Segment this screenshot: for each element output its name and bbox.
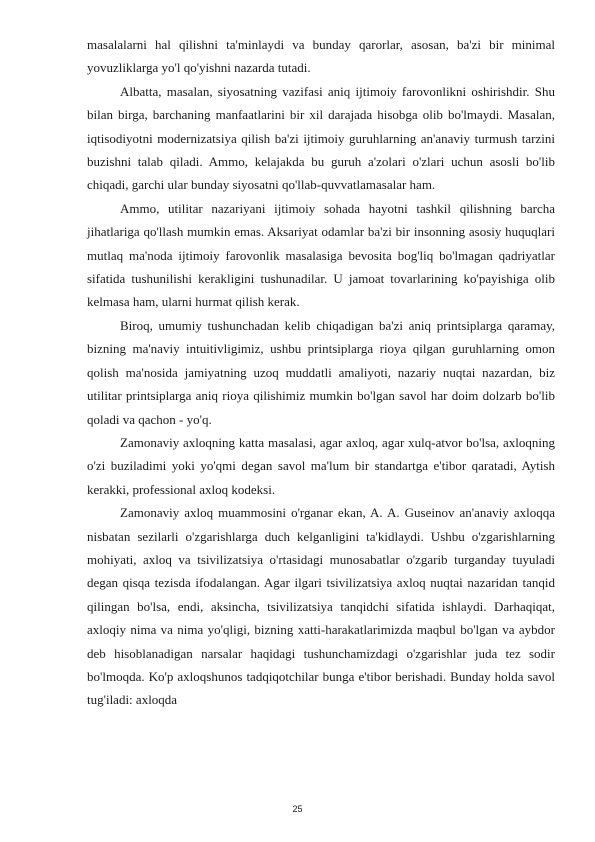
paragraph: Albatta, masalan, siyosatning vazifasi aniq ijtimoiy farovonlikni oshirishdir. Shu bilan birga, barchaning manfaatlarini bir xil darajada hisobga olib bo'lmaydi. Masalan, iqtisodiyotni modernizatsiya qilish ba'zi ijtimoiy guruhlarning an'anaviy turmush tarzini buzishni talab qiladi. Ammo, kelajakda bu guruh a'zolari o'zlari uchun asosli bo'lib chiqadi, garchi ular bunday siyosatni qo'llab-quvvatlamasalar ham. — [87, 83, 555, 193]
paragraph: Ammo, utilitar nazariyani ijtimoiy sohada hayotni tashkil qilishning barcha jihatlariga qo'llash mumkin emas. Aksariyat odamlar ba'zi bir insonning asosiy huquqlari mutlaq ma'noda ijtimoiy farovonlik masalasiga bevosita bog'liq bo'lmagan qadriyatlar sifatida tushunilishi kerakligini tushunadilar. U jamoat tovarlarining ko'payishiga olib kelmasa ham, ularni hurmat qilish kerak. — [87, 200, 555, 310]
paragraph: Biroq, umumiy tushunchadan kelib chiqadigan ba'zi aniq printsiplarga qaramay, bizning ma'naviy intuitivligimiz, ushbu printsiplarga rioya qilgan guruhlarning omon qolish ma'nosida jamiyatning uzoq muddatli amaliyoti, nazariy nuqtai nazardan, biz utilitar printsiplarga aniq rioya qilishimiz mumkin bo'lgan savol har doim dolzarb bo'lib qoladi va qachon - yo'q. — [87, 317, 555, 427]
paragraph: Zamonaviy axloqning katta masalasi, agar axloq, agar xulq-atvor bo'lsa, axloqning o'zi buziladimi yoki yo'qmi degan savol ma'lum bir standartga e'tibor qaratadi, Aytish kerakki, professional axloq kodeksi. — [87, 434, 555, 497]
paragraph: masalalarni hal qilishni ta'minlaydi va bunday qarorlar, asosan, ba'zi bir minimal yovuzliklarga yo'l qo'yishni nazarda tutadi. — [87, 37, 555, 76]
paragraph: Zamonaviy axloq muammosini o'rganar ekan, A. A. Guseinov an'anaviy axloqqa nisbatan sezilarli o'zgarishlarga duch kelganligini ta'kidlaydi. Ushbu o'zgarishlarning mohiyati, axloq va tsivilizatsiya o'rtasidagi munosabatlar o'zgarib turganday tuyuladi degan qisqa tezisda ifodalangan. Agar ilgari tsivilizatsiya axloq nuqtai nazaridan tanqid qilingan bo'lsa, endi, aksincha, tsivilizatsiya tanqidchi sifatida ishlaydi. Darhaqiqat, axloqiy nima va nima yo'qligi, bizning xatti-harakatlarimizda maqbul bo'lgan va aybdor deb hisoblanadigan narsalar haqidagi tushunchamizdagi o'zgarishlar juda tez sodir bo'lmoqda. Ko'p axloqshunos tadqiqotchilar bunga e'tibor berishadi. Bunday holda savol tug'iladi: axloqda — [87, 505, 555, 708]
body-text — [87, 33, 555, 712]
page-number: 25 — [292, 804, 303, 814]
